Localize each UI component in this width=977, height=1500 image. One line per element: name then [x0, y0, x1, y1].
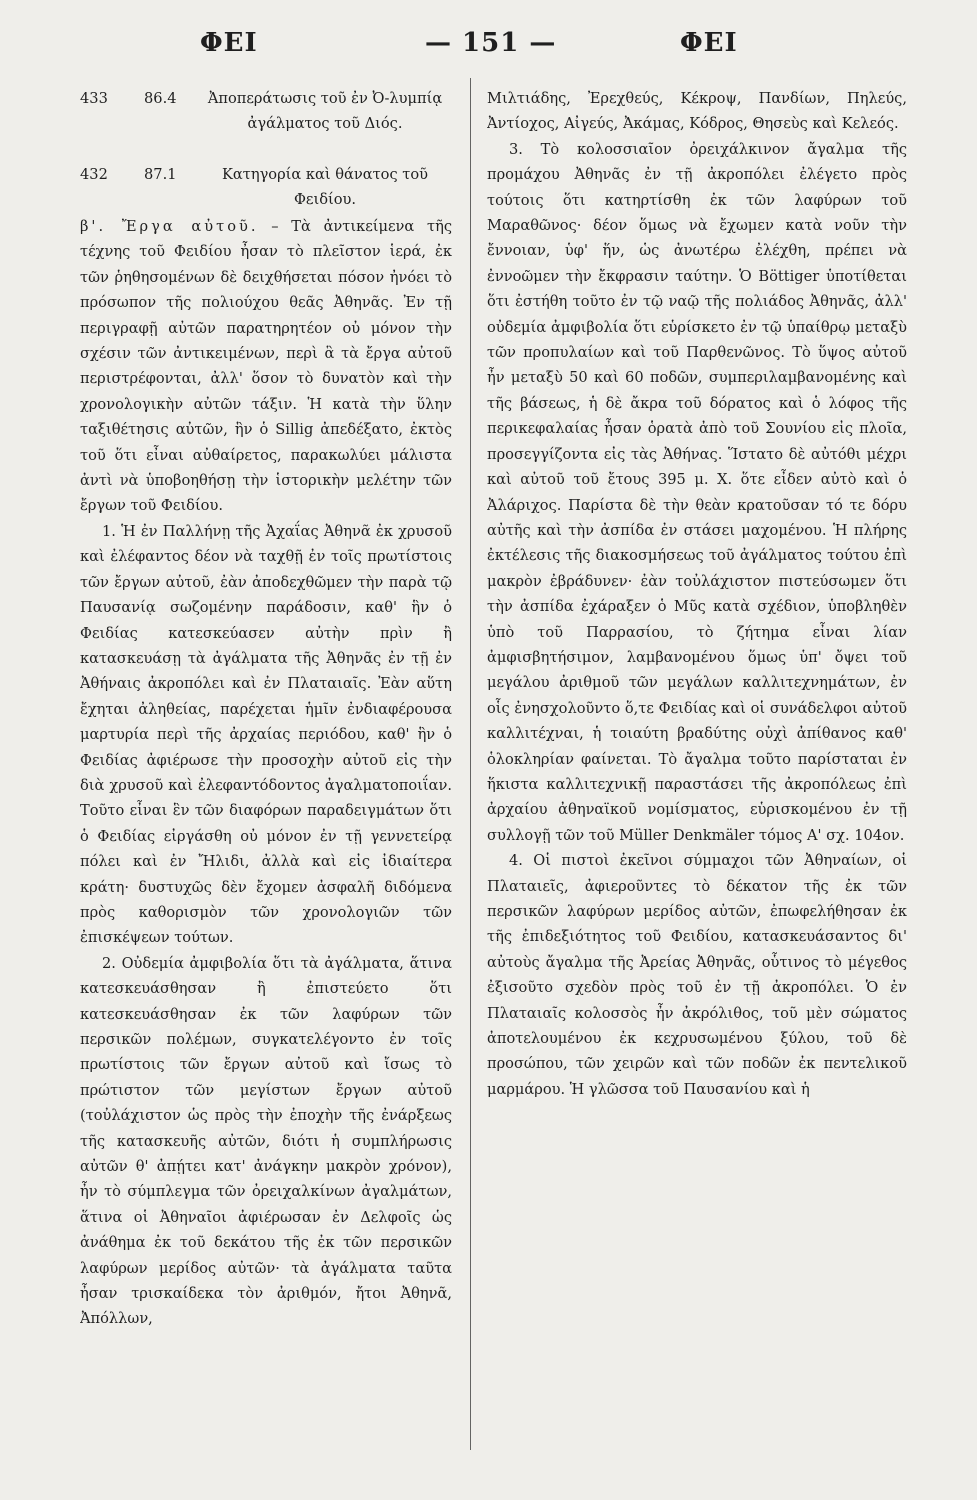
toc-entry [80, 162, 452, 214]
paragraph [80, 214, 452, 519]
paragraph-text: – Τὰ ἀντικείμενα τῆς τέχνης τοῦ Φειδίου ἦσαν τὸ πλεῖστον ἱερά, ἐκ τῶν ῥηθησομένων δὲ δειχθήσεται πόσον ἠνόει τὸ πρόσωπον τῆς πολιούχου θεᾶς Ἀθηνᾶς. Ἐν τῇ περιγραφῇ αὐτῶν παρατηρητέον οὐ μόνον τὴν σχέσιν τῶν ἀντικειμένων, περὶ ἃ τὰ ἔργα αὐτοῦ περιστρέφονται, ἀλλ' ὅσον τὸ δυνατὸν καὶ τὴν χρονολογικὴν αὐτῶν τάξιν. Ἡ κατὰ τὴν ὕλην ταξιθέτησις αὐτῶν, ἣν ὁ Sillig ἀπεδέξατο, ἐκτὸς τοῦ ὅτι εἶναι αὐθαίρετος, παρακωλύει μάλιστα ἀντὶ νὰ ὑποβοηθήσῃ τὴν ἱστορικὴν μελέτην τῶν ἔργων τοῦ Φειδίου. [80, 218, 452, 515]
toc-section: 87.1 [144, 166, 177, 183]
paragraph: Μιλτιάδης, Ἐρεχθεύς, Κέκροψ, Πανδίων, Πηλεύς, Ἀντίοχος, Αἰγεύς, Ἀκάμας, Κόδρος, Θησεὺς καὶ Κελεός. [487, 90, 907, 133]
paragraph: 3. Τὸ κολοσσιαῖον ὀρειχάλκινον ἄγαλμα τῆς προμάχου Ἀθηνᾶς ἐν τῇ ἀκροπόλει ἐλέγετο πρὸς τούτοις ὅτι κατηρτίσθη ἐκ τῶν λαφύρων τοῦ Μαραθῶνος· δέον ὅμως νὰ ἔχωμεν κατὰ νοῦν τὴν ἔννοιαν, ὑφ' ἥν, ὡς ἀνωτέρω ἐλέχθη, πρέπει νὰ ἐννοῶμεν τὴν ἔκφρασιν ταύτην. Ὁ Böttiger ὑποτίθεται ὅτι ἐστήθη τοῦτο ἐν τῷ ναῷ τῆς πολιάδος Ἀθηνᾶς, ἀλλ' οὐδεμία ἀμφιβολία ὅτι εὑρίσκετο ἐν τῷ ὑπαίθρῳ μεταξὺ τῶν προπυλαίων καὶ τοῦ Παρθενῶνος. Τὸ ὕψος αὐτοῦ ἦν μεταξὺ 50 καὶ 60 ποδῶν, συμπεριλαμβανομένης καὶ τῆς βάσεως, ἡ δὲ ἄκρα τοῦ δόρατος καὶ ὁ λόφος τῆς περικεφαλαίας ἦσαν ὁρατὰ ἀπὸ τοῦ Σουνίου εἰς πλοῖα, προσεγγίζοντα εἰς τὰς Ἀθήνας. Ἵστατο δὲ αὐτόθι μέχρι καὶ αὐτοῦ τοῦ ἔτους 395 μ. Χ. ὅτε εἶδεν αὐτὸ καὶ ὁ Ἀλάριχος. Παρίστα δὲ τὴν θεὰν κρατοῦσαν τό τε δόρυ αὐτῆς καὶ τὴν ἀσπίδα ἐν στάσει μαχομένου. Ἡ πλήρης ἐκτέλεσις τῆς διακοσμήσεως τοῦ ἀγάλματος τούτου ἐπὶ μακρὸν ἐβράδυνεν· ἐὰν τοὐλάχιστον πιστεύσωμεν ὅτι τὴν ἀσπίδα ἐχάραξεν ὁ Μῦς κατὰ σχέδιον, ὑποβληθὲν ὑπὸ τοῦ Παρρασίου, τὸ ζήτημα εἶναι λίαν ἀμφισβητήσιμον, λαμβανομένου ὅμως ὑπ' ὄψει τοῦ μεγάλου ἀριθμοῦ τῶν μεγάλων καλλιτεχνημάτων, ἐν οἷς ἐνησχολοῦντο ὅ,τε Φειδίας καὶ οἱ συνάδελφοι αὐτοῦ καλλιτέχναι, ἡ τοιαύτη βραδύτης οὐχὶ ἀπίθανος καθ' ὁλοκληρίαν φαίνεται. Τὸ ἄγαλμα τοῦτο παρίσταται ἐν ἥκιστα καλλιτεχνικῇ παραστάσει τῆς ἀκροπόλεως ἐπὶ ἀρχαίου ἀθηναϊκοῦ νομίσματος, εὑρισκομένου ἐν τῇ συλλογῇ τῶν τοῦ Müller Denkmäler τόμος Α' σχ. 104ον. [487, 140, 907, 844]
toc-page: 432 [80, 166, 108, 183]
right-column [487, 86, 907, 1486]
section-heading: β'. Ἔργα αὐτοῦ. [80, 218, 259, 235]
page-number: — 151 — [425, 28, 557, 58]
running-head-right: ΦΕΙ [680, 28, 738, 58]
left-column [80, 86, 452, 1486]
running-head-left: ΦΕΙ [200, 28, 258, 58]
paragraph: 1. Ἡ ἐν Παλλήνῃ τῆς Ἀχαΐας Ἀθηνᾶ ἐκ χρυσοῦ καὶ ἐλέφαντος δέον νὰ ταχθῇ ἐν τοῖς πρωτίστοις τῶν ἔργων αὐτοῦ, ἐὰν ἀποδεχθῶμεν τὴν παρὰ τῷ Παυσανίᾳ σωζομένην παράδοσιν, καθ' ἣν ὁ Φειδίας κατεσκεύασεν αὐτὴν πρὶν ἢ κατασκευάσῃ τὰ ἀγάλματα τῆς Ἀθηνᾶς ἐν τῇ ἐν Ἀθήναις ἀκροπόλει καὶ ἐν Πλαταιαῖς. Ἐὰν αὕτη ἔχηται ἀληθείας, παρέχεται ἡμῖν ἐνδιαφέρουσα μαρτυρία περὶ τῆς ἀρχαίας περιόδου, καθ' ἣν ὁ Φειδίας ἀφιέρωσε τὴν προσοχὴν αὐτοῦ εἰς τὴν διὰ χρυσοῦ καὶ ἐλεφαντόδοντος ἀγαλματοποιΐαν. Τοῦτο εἶναι ἓν τῶν διαφόρων παραδειγμάτων ὅτι ὁ Φειδίας εἰργάσθη οὐ μόνον ἐν τῇ γεννετείρᾳ πόλει καὶ ἐν Ἤλιδι, ἀλλὰ καὶ εἰς ἰδιαίτερα κράτη· δυστυχῶς δὲν ἔχομεν ἀσφαλῆ διδόμενα πρὸς καθορισμὸν τῶν χρονολογιῶν τῶν ἐπισκέψεων τούτων. [80, 522, 452, 947]
paragraph: 4. Οἱ πιστοὶ ἐκεῖνοι σύμμαχοι τῶν Ἀθηναίων, οἱ Πλαταιεῖς, ἀφιεροῦντες τὸ δέκατον τῆς ἐκ τῶν περσικῶν λαφύρων μερίδος αὐτῶν, ἐπωφελήθησαν ἐκ τῆς ἐπιδεξιότητος τοῦ Φειδίου, κατασκευάσαντος δι' αὐτοὺς ἄγαλμα τῆς Ἀρείας Ἀθηνᾶς, οὗτινος τὸ μέγεθος ἐξισοῦτο σχεδὸν πρὸς τοῦ ἐν τῇ ἀκροπόλει. Ὁ ἐν Πλαταιαῖς κολοσσὸς ἦν ἀκρόλιθος, τοῦ μὲν σώματος ἀποτελουμένου ἐκ κεχρυσωμένου ξύλου, τοῦ δὲ προσώπου, τῶν χειρῶν καὶ τῶν ποδῶν ἐκ πεντελικοῦ μαρμάρου. Ἡ γλῶσσα τοῦ Παυσανίου καὶ ἡ [487, 852, 907, 1098]
toc-title: Κατηγορία καὶ θάνατος τοῦ Φειδίου. [222, 166, 428, 209]
toc-title: Ἀποπεράτωσις τοῦ ἐν Ὀ-λυμπίᾳ ἀγάλματος τοῦ Διός. [207, 90, 443, 133]
toc-section: 86.4 [144, 90, 177, 107]
paragraph: 2. Οὐδεμία ἀμφιβολία ὅτι τὰ ἀγάλματα, ἅτινα κατεσκευάσθησαν ἢ ἐπιστεύετο ὅτι κατεσκευάσθησαν ἐκ τῶν λαφύρων τῶν περσικῶν πολέμων, συγκατελέγοντο ἐν τοῖς πρωτίστοις τῶν ἔργων αὐτοῦ καὶ ἴσως τὸ πρώτιστον τῶν μεγίστων ἔργων αὐτοῦ (τοὐλάχιστον ὡς πρὸς τὴν ἐποχὴν τῆς ἐνάρξεως τῆς κατασκευῆς αὐτῶν, διότι ἡ συμπλήρωσις αὐτῶν θ' ἀπῄτει κατ' ἀνάγκην μακρὸν χρόνον), ἦν τὸ σύμπλεγμα τῶν ὀρειχαλκίνων ἀγαλμάτων, ἅτινα οἱ Ἀθηναῖοι ἀφιέρωσαν ἐν Δελφοῖς ὡς ἀνάθημα ἐκ τοῦ δεκάτου τῆς ἐκ τῶν περσικῶν λαφύρων μερίδος αὐτῶν· τὰ ἀγάλματα ταῦτα ἦσαν τρισκαίδεκα τὸν ἀριθμόν, ἤτοι Ἀθηνᾶ, Ἀπόλλων, [80, 954, 452, 1328]
column-divider [470, 78, 471, 1450]
toc-entry [80, 86, 452, 162]
toc-page: 433 [80, 90, 108, 107]
